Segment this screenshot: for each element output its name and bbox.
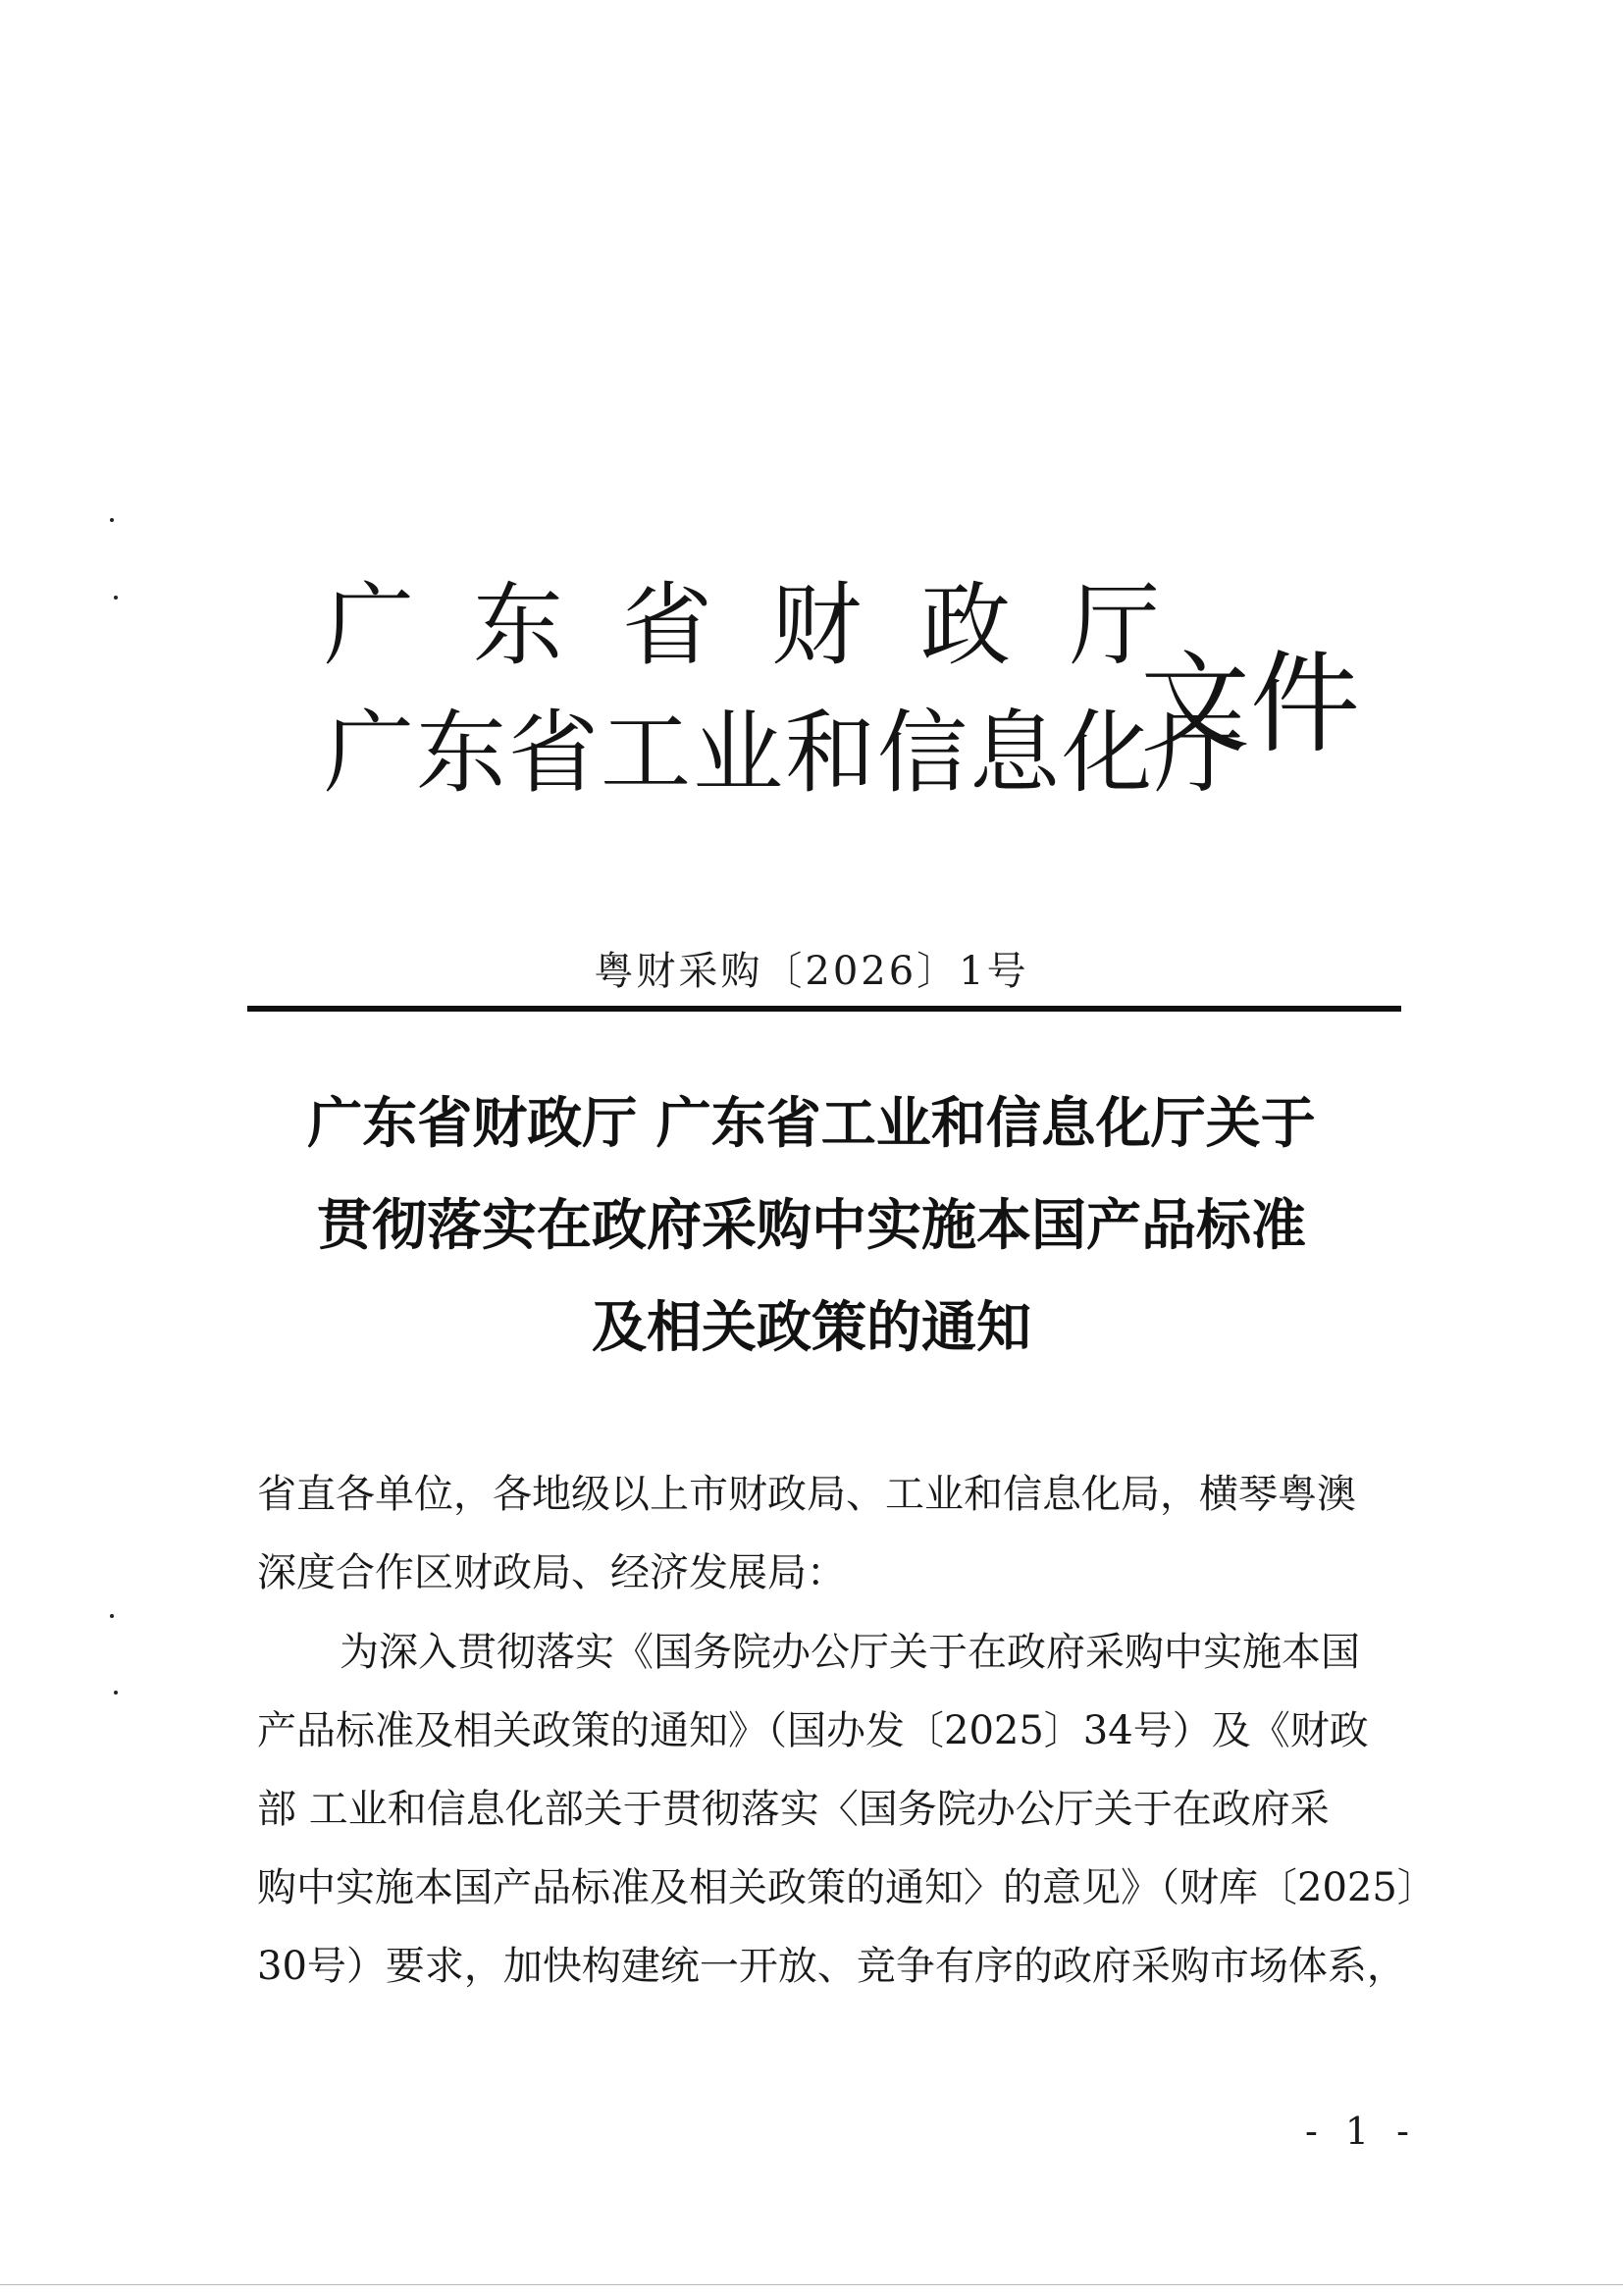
issuer-line-1: 广东省财政厅 bbox=[324, 573, 1220, 678]
paragraph-line-1: 为深入贯彻落实《国务院办公厅关于在政府采购中实施本国 bbox=[340, 1630, 1360, 1675]
scan-speck bbox=[114, 1691, 118, 1695]
scan-speck bbox=[114, 596, 118, 600]
document-suffix: 文件 bbox=[1140, 641, 1360, 768]
paragraph-line-5: 30号）要求，加快构建统一开放、竞争有序的政府采购市场体系， bbox=[257, 1944, 1406, 1989]
issuer-line-2: 广东省工业和信息化厅 bbox=[324, 701, 1247, 806]
addressee-line-2: 深度合作区财政局、经济发展局： bbox=[257, 1550, 846, 1595]
addressee-line-1: 省直各单位，各地级以上市财政局、工业和信息化局，横琴粤澳 bbox=[257, 1472, 1356, 1517]
paragraph-line-2: 产品标准及相关政策的通知》（国办发〔2025〕34号）及《财政 bbox=[257, 1708, 1369, 1753]
header-divider bbox=[247, 1006, 1401, 1012]
scan-speck bbox=[110, 518, 114, 522]
scan-speck bbox=[110, 1614, 114, 1618]
paragraph-line-3: 部 工业和信息化部关于贯彻落实〈国务院办公厅关于在政府采 bbox=[257, 1787, 1330, 1832]
title-line-1: 广东省财政厅 广东省工业和信息化厅关于 bbox=[307, 1092, 1316, 1156]
paragraph-line-4: 购中实施本国产品标准及相关政策的通知〉的意见》（财库〔2025〕 bbox=[257, 1865, 1437, 1910]
scan-bottom-edge bbox=[0, 2284, 1623, 2285]
page-number: - 1 - bbox=[1305, 2110, 1418, 2153]
title-line-2: 贯彻落实在政府采购中实施本国产品标准 bbox=[317, 1194, 1306, 1258]
title-line-3: 及相关政策的通知 bbox=[592, 1296, 1031, 1360]
document-number: 粤财采购〔2026〕1号 bbox=[594, 949, 1029, 994]
